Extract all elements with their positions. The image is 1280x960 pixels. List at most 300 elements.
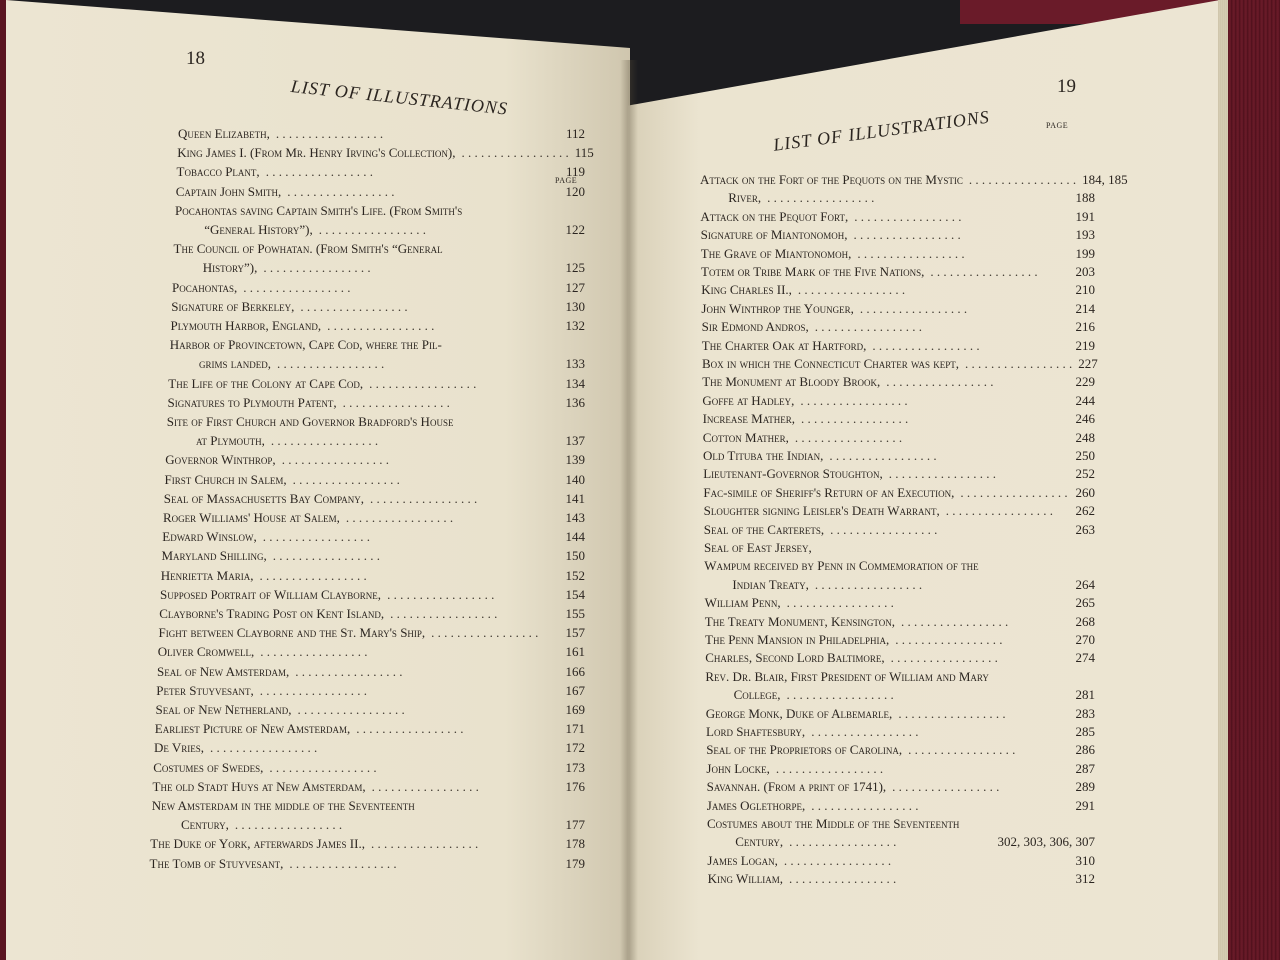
entry-page-number: 184, 185 [1082,172,1128,187]
entry-page-number: 173 [565,759,585,775]
dot-leader: . . . . . . . . . . . . . . . . . [369,375,477,391]
entry-title: Lieutenant-Governor Stoughton, [703,466,883,482]
dot-leader: . . . . . . . . . . . . . . . . . [898,705,1006,721]
list-item [170,337,585,353]
entry-title: Century, [735,834,784,850]
dot-leader: . . . . . . . . . . . . . . . . . [289,855,397,871]
list-item [154,740,585,756]
dot-leader: . . . . . . . . . . . . . . . . . [888,466,996,482]
entry-title: Maryland Shilling, [161,548,267,564]
list-item [165,452,585,468]
dot-leader: . . . . . . . . . . . . . . . . . [387,586,495,602]
list-item [707,816,1095,832]
entry-title: Signatures to Plymouth Patent, [167,394,337,410]
entry-title: Costumes of Swedes, [153,759,264,775]
list-item [161,568,585,584]
entry-title: King William, [707,871,784,887]
entry-title: Charles, Second Lord Baltimore, [705,650,885,666]
list-item [704,558,1095,574]
dot-leader: . . . . . . . . . . . . . . . . . [262,529,370,545]
entry-title: College, [733,687,781,703]
list-item [204,222,585,238]
dot-leader: . . . . . . . . . . . . . . . . . [371,778,479,794]
entry-page-number: 134 [565,375,585,391]
list-item [705,650,1095,666]
list-item [181,817,585,833]
entry-title: Seal of New Netherland, [155,702,292,717]
dot-leader: . . . . . . . . . . . . . . . . . [265,164,373,180]
entry-title: Seal of East Jersey, [704,540,812,555]
entry-page-number: 155 [565,606,585,621]
entry-title: The Monument at Bloody Brook, [702,374,881,390]
entry-page-number: 188 [1075,190,1095,206]
entry-page-number: 112 [565,126,585,141]
list-item [158,644,585,660]
entry-title: The Treaty Monument, Kensington, [704,613,895,629]
list-item [701,282,1095,298]
entry-title: Governor Winthrop, [165,452,276,468]
entry-title: “General History”), [204,222,313,237]
entry-page-number: 227 [1078,356,1098,371]
entry-title: Cotton Mather, [702,429,789,445]
entry-page-number: 262 [1075,503,1095,519]
entry-page-number: 289 [1075,779,1095,795]
dot-leader: . . . . . . . . . . . . . . . . . [370,490,478,506]
entry-title: John Locke, [706,760,770,776]
entry-page-number: 252 [1075,466,1095,482]
entry-title: Savannah. (From a print of 1741), [706,779,887,795]
dot-leader: . . . . . . . . . . . . . . . . . [814,576,923,592]
entry-title: Lord Shaftesbury, [706,724,806,739]
entry-page-number: 199 [1075,245,1095,261]
entry-page-number: 132 [565,318,585,333]
book-cover-edge-right [1220,0,1280,960]
entry-page-number: 144 [565,529,585,545]
dot-leader: . . . . . . . . . . . . . . . . . [854,208,962,224]
dot-leader: . . . . . . . . . . . . . . . . . [461,145,569,161]
list-item [734,687,1095,703]
entry-page-number: 137 [565,433,585,449]
dot-leader: . . . . . . . . . . . . . . . . . [786,595,894,611]
entry-title: Indian Treaty, [732,576,809,592]
list-item [704,503,1095,519]
dot-leader: . . . . . . . . . . . . . . . . . [797,282,906,298]
entry-title: Queen Elizabeth, [178,126,270,141]
list-item [157,664,585,680]
list-item [174,241,586,257]
dot-leader: . . . . . . . . . . . . . . . . . [270,433,379,449]
list-item [703,411,1095,427]
list-item [705,632,1095,648]
entry-title: William Penn, [704,595,781,611]
dot-leader: . . . . . . . . . . . . . . . . . [945,503,1054,519]
entry-page-number: 141 [565,490,585,506]
list-item [178,126,585,142]
dot-leader: . . . . . . . . . . . . . . . . . [800,392,908,408]
entry-page-number: 260 [1075,484,1095,500]
list-item [701,246,1095,262]
list-item [196,433,585,449]
dot-leader: . . . . . . . . . . . . . . . . . [259,682,367,698]
entry-title: The Life of the Colony at Cape Cod, [168,375,364,391]
entry-page-number: 157 [565,625,585,641]
dot-leader: . . . . . . . . . . . . . . . . . [356,721,464,737]
dot-leader: . . . . . . . . . . . . . . . . . [318,222,426,237]
list-item [177,145,594,161]
list-item [162,529,585,545]
entry-title: Site of First Church and Governor Bradford's House [166,414,454,429]
dot-leader: . . . . . . . . . . . . . . . . . [786,687,894,703]
dot-leader: . . . . . . . . . . . . . . . . . [234,817,343,833]
entry-title: King Charles II., [701,282,792,298]
entry-title: Earliest Picture of New Amsterdam, [154,721,351,737]
entry-title: Plymouth Harbor, England, [170,318,322,333]
list-item [159,606,585,622]
list-item [203,260,585,276]
list-item [707,779,1095,795]
list-item [700,209,1095,225]
entry-page-number: 312 [1075,871,1095,887]
entry-page-number: 122 [565,222,585,237]
entry-page-number: 171 [565,721,585,737]
list-item [156,683,585,699]
entry-title: Pocahontas saving Captain Smith's Life. (From Smith's [175,202,463,218]
entry-page-number: 285 [1075,724,1095,739]
entry-page-number: 143 [565,510,585,525]
dot-leader: . . . . . . . . . . . . . . . . . [327,318,435,333]
list-item [704,522,1095,538]
entry-page-number: 150 [565,548,585,564]
entry-title: Century, [181,817,229,833]
list-item [176,184,585,200]
entry-page-number: 172 [565,740,585,756]
list-item [707,853,1095,869]
entry-page-number: 191 [1075,208,1095,224]
entry-title: History”), [202,260,258,276]
list-item [165,472,586,488]
dot-leader: . . . . . . . . . . . . . . . . . [259,567,367,583]
entry-title: Signature of Miantonomoh, [700,227,848,243]
entry-title: Seal of Massachusetts Bay Company, [163,490,364,506]
entry-page-number: 154 [565,586,585,602]
list-item [156,702,586,718]
entry-title: The Penn Mansion in Philadelphia, [705,632,890,647]
entry-page-number: 169 [565,702,585,717]
entry-title: Tobacco Plant, [176,164,260,180]
entry-page-number: 250 [1075,448,1095,463]
entry-title: De Vries, [154,740,205,756]
entry-page-number: 246 [1075,411,1095,427]
right-page-column-label: PAGE [1046,121,1069,130]
dot-leader: . . . . . . . . . . . . . . . . . [775,760,884,776]
list-item [702,319,1095,335]
entry-page-number: 119 [565,164,585,180]
entry-page-number: 216 [1075,319,1095,335]
dot-leader: . . . . . . . . . . . . . . . . . [260,644,368,660]
dot-leader: . . . . . . . . . . . . . . . . . [960,484,1068,500]
dot-leader: . . . . . . . . . . . . . . . . . [295,663,403,679]
entry-title: Edward Winslow, [162,529,257,545]
list-item [164,491,585,507]
dot-leader: . . . . . . . . . . . . . . . . . [370,836,479,852]
list-item [706,742,1095,758]
entry-title: Goffe at Hadley, [702,392,795,408]
entry-title: John Winthrop the Younger, [701,300,854,316]
list-item [702,374,1095,390]
entry-title: Sir Edmond Andros, [701,319,809,335]
right-page-header: LIST OF ILLUSTRATIONS [772,106,991,155]
entry-page-number: 219 [1075,337,1095,353]
entry-page-number: 167 [565,682,585,698]
entry-page-number: 268 [1075,613,1095,629]
entry-page-number: 210 [1075,282,1095,298]
dot-leader: . . . . . . . . . . . . . . . . . [811,724,919,739]
dot-leader: . . . . . . . . . . . . . . . . . [900,613,1009,629]
entry-title: at Plymouth, [196,433,265,449]
list-item [701,227,1095,243]
dot-leader: . . . . . . . . . . . . . . . . . [210,740,318,756]
entry-page-number: 133 [565,356,585,372]
dot-leader: . . . . . . . . . . . . . . . . . [431,625,539,641]
page-edges [1218,0,1228,960]
entry-page-number: 283 [1075,705,1095,721]
dot-leader: . . . . . . . . . . . . . . . . . [345,510,454,525]
entry-title: The Charter Oak at Hartford, [701,337,867,353]
list-item [177,164,586,180]
dot-leader: . . . . . . . . . . . . . . . . . [829,448,937,463]
entry-page-number: 263 [1075,521,1095,537]
entry-page-number: 127 [565,279,585,295]
entry-page-number: 270 [1075,632,1095,647]
entry-title: Clayborne's Trading Post on Kent Island, [159,606,385,621]
entry-title: River, [728,190,762,206]
list-item [160,587,585,603]
left-page-number: 18 [186,48,205,69]
dot-leader: . . . . . . . . . . . . . . . . . [886,374,994,390]
entry-page-number: 264 [1075,576,1095,592]
entry-title: Captain John Smith, [175,183,282,199]
entry-title: Box in which the Connecticut Charter was kept, [702,356,959,371]
entry-title: Roger Williams' House at Salem, [163,510,340,525]
entry-page-number: 178 [565,836,585,852]
dot-leader: . . . . . . . . . . . . . . . . . [292,471,400,487]
dot-leader: . . . . . . . . . . . . . . . . . [342,394,450,410]
entry-title: Costumes about the Middle of the Seventeenth [707,816,960,831]
entry-title: Peter Stuyvesant, [156,682,254,698]
entry-title: The Duke of York, afterwards James II., [150,836,365,852]
entry-title: Seal of the Carterets, [703,521,825,537]
entry-page-number: 161 [565,644,585,660]
dot-leader: . . . . . . . . . . . . . . . . . [390,606,498,621]
entry-title: The old Stadt Huys at New Amsterdam, [152,778,366,794]
entry-title: grims landed, [199,356,272,372]
entry-title: Fac-simile of Sheriff's Return of an Execution, [703,484,955,500]
dot-leader: . . . . . . . . . . . . . . . . . [789,871,897,887]
dot-leader: . . . . . . . . . . . . . . . . . [300,298,408,314]
entry-page-number: 286 [1075,742,1095,758]
entry-title: Attack on the Fort of the Pequots on the Mystic [700,172,963,187]
dot-leader: . . . . . . . . . . . . . . . . . [892,779,1000,795]
entry-title: Oliver Cromwell, [157,644,255,660]
dot-leader: . . . . . . . . . . . . . . . . . [853,227,961,243]
list-item [172,280,585,296]
list-item [704,540,1095,556]
entry-page-number: 274 [1075,650,1095,666]
entry-title: Wampum received by Penn in Commemoration of the [704,558,979,574]
entry-page-number: 140 [565,471,585,487]
list-item [705,669,1095,685]
list-item [155,721,585,737]
list-item [708,871,1095,887]
dot-leader: . . . . . . . . . . . . . . . . . [275,126,384,141]
dot-leader: . . . . . . . . . . . . . . . . . [830,521,938,537]
left-page-column-label: PAGE [555,176,578,185]
list-item [702,356,1098,372]
list-item [168,376,585,392]
entry-page-number: 244 [1075,392,1095,408]
entry-title: Signature of Berkeley, [171,298,295,314]
dot-leader: . . . . . . . . . . . . . . . . . [908,742,1016,758]
dot-leader: . . . . . . . . . . . . . . . . . [895,632,1003,647]
entry-title: Fight between Clayborne and the St. Mary's Ship, [158,625,426,641]
dot-leader: . . . . . . . . . . . . . . . . . [794,429,903,445]
entry-title: Totem or Tribe Mark of the Five Nations, [701,264,925,279]
entry-page-number: 176 [565,778,585,794]
entry-page-number: 179 [565,855,585,871]
entry-page-number: 177 [565,817,585,833]
entry-page-number: 166 [565,663,585,679]
dot-leader: . . . . . . . . . . . . . . . . . [890,650,998,666]
list-item [700,172,1128,188]
dot-leader: . . . . . . . . . . . . . . . . . [968,172,1077,187]
entry-page-number: 287 [1075,760,1095,776]
dot-leader: . . . . . . . . . . . . . . . . . [243,279,351,295]
entry-page-number: 248 [1075,429,1095,445]
dot-leader: . . . . . . . . . . . . . . . . . [859,300,968,316]
entry-title: Increase Mather, [702,411,795,427]
list-item [728,190,1095,206]
list-item [706,706,1095,722]
entry-title: James Logan, [707,852,778,868]
entry-page-number: 265 [1075,595,1095,611]
entry-title: Pocahontas, [172,279,238,295]
entry-title: Seal of New Amsterdam, [157,663,290,679]
list-item [706,724,1095,740]
dot-leader: . . . . . . . . . . . . . . . . . [269,759,377,775]
entry-page-number: 214 [1075,300,1095,316]
entry-title: New Amsterdam in the middle of the Seventeenth [151,798,415,813]
list-item [735,834,1095,850]
entry-title: The Grave of Miantonomoh, [700,245,852,261]
list-item [162,548,586,564]
entry-page-number: 291 [1075,797,1095,813]
dot-leader: . . . . . . . . . . . . . . . . . [814,319,922,335]
dot-leader: . . . . . . . . . . . . . . . . . [964,356,1073,371]
entry-page-number: 193 [1075,227,1095,243]
list-item [175,203,585,219]
entry-title: The Council of Powhatan. (From Smith's “General [173,241,443,257]
entry-page-number: 310 [1075,852,1095,868]
list-item [706,761,1095,777]
list-item [703,448,1095,464]
entry-page-number: 281 [1075,687,1095,703]
dot-leader: . . . . . . . . . . . . . . . . . [277,356,385,372]
dot-leader: . . . . . . . . . . . . . . . . . [263,260,371,276]
entry-title: Supposed Portrait of William Clayborne, [160,586,382,602]
dot-leader: . . . . . . . . . . . . . . . . . [297,702,405,717]
entry-page-number: 302, 303, 306, 307 [997,834,1095,850]
entry-title: Seal of the Proprietors of Carolina, [706,742,903,758]
dot-leader: . . . . . . . . . . . . . . . . . [789,834,897,850]
list-item [703,485,1095,501]
book-gutter [620,60,638,960]
list-item [703,466,1095,482]
entry-page-number: 203 [1075,264,1095,279]
entry-page-number: 139 [565,452,585,468]
dot-leader: . . . . . . . . . . . . . . . . . [272,548,381,564]
entry-title: First Church in Salem, [164,471,287,487]
entry-title: King James I. (From Mr. Henry Irving's Collection), [177,145,456,161]
list-item [159,625,586,641]
entry-title: Rev. Dr. Blair, First President of William and Mary [705,668,989,684]
list-item [703,430,1095,446]
list-item [705,614,1095,630]
list-item [701,264,1095,280]
dot-leader: . . . . . . . . . . . . . . . . . [281,452,389,468]
list-item [152,798,585,814]
list-item [732,577,1095,593]
dot-leader: . . . . . . . . . . . . . . . . . [872,337,980,353]
dot-leader: . . . . . . . . . . . . . . . . . [767,190,875,206]
entry-page-number: 130 [565,298,585,314]
dot-leader: . . . . . . . . . . . . . . . . . [287,183,395,199]
dot-leader: . . . . . . . . . . . . . . . . . [857,245,965,261]
list-item [171,299,585,315]
entry-title: George Monk, Duke of Albemarle, [705,705,893,721]
list-item [701,301,1095,317]
list-item [707,798,1095,814]
list-item [199,356,585,372]
list-item [168,395,586,411]
entry-page-number: 229 [1075,374,1095,390]
list-item [150,856,586,872]
entry-page-number: 115 [574,145,594,161]
dot-leader: . . . . . . . . . . . . . . . . . [783,852,892,868]
entry-title: Attack on the Pequot Fort, [700,208,849,224]
dot-leader: . . . . . . . . . . . . . . . . . [801,411,909,427]
entry-title: Henrietta Maria, [160,567,254,583]
list-item [153,760,585,776]
list-item [171,318,586,334]
dot-leader: . . . . . . . . . . . . . . . . . [930,264,1038,279]
entry-page-number: 136 [565,394,585,410]
list-item [702,338,1095,354]
entry-page-number: 120 [565,183,585,199]
list-item [705,595,1095,611]
entry-title: Harbor of Provincetown, Cape Cod, where the Pil- [169,337,442,353]
entry-title: The Tomb of Stuyvesant, [149,855,284,871]
list-item [167,414,585,430]
list-item [150,836,585,852]
right-page-number: 19 [1057,76,1076,97]
entry-page-number: 125 [565,260,585,276]
list-item [163,510,585,526]
entry-page-number: 152 [565,567,585,583]
list-item [153,779,586,795]
left-page-header: LIST OF ILLUSTRATIONS [289,76,509,119]
dot-leader: . . . . . . . . . . . . . . . . . [811,797,919,813]
entry-title: Old Tituba the Indian, [703,448,824,463]
